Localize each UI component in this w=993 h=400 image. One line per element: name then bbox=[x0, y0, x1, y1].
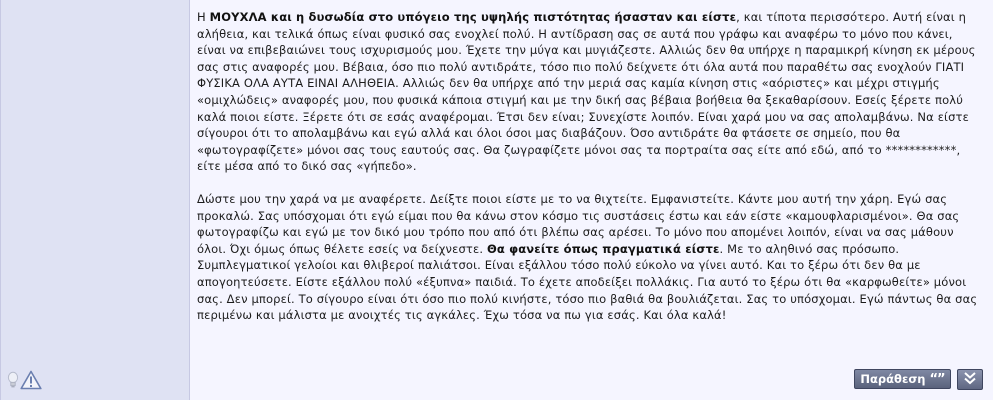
post-icons bbox=[7, 369, 42, 391]
scroll-down-button[interactable] bbox=[957, 369, 983, 390]
post-paragraph bbox=[197, 191, 985, 324]
quote-icon: “” bbox=[929, 371, 945, 387]
double-chevron-down-icon bbox=[963, 370, 977, 389]
post-body bbox=[197, 9, 985, 340]
bold-text: ΜΟΥΧΛΑ και η δυσωδία στο υπόγειο της υψηλής πιστότητας ήσασταν και είστε bbox=[209, 10, 737, 24]
bold-text: Θα φανείτε όπως πραγματικά είστε bbox=[486, 241, 720, 256]
lightbulb-icon[interactable] bbox=[7, 371, 19, 389]
warning-icon[interactable] bbox=[20, 370, 42, 390]
text-run: Η bbox=[197, 10, 210, 24]
post-content bbox=[191, 0, 993, 400]
text-run: , και τίποτα περισσότερο. Αυτή είναι η αλήθεια, και τελικά όπως είναι φυσικό σας ενοχλεί πολύ. Η αντίδραση σας σε αυτά που γράφω και αναφέρω το μόνο που κάνει, είναι να επιβεβαιώνει τους ισχυρισμούς μου. Έχετε την μύγα και μυγιάζεστε. Αλλιώς δεν θα υπήρχε η παραμικρή κίνηση εκ μέρους σας στις αναφορές μου. Βέβαια, όσο πιο πολύ αντιδράτε, τόσο πιο πολύ δείχνετε ότι όλα αυτά που παραθέτω σας ενοχλούν ΓΙΑΤΙ ΦΥΣΙΚΑ ΟΛΑ ΑΥΤΑ ΕΙΝΑΙ ΑΛΗΘΕΙΑ. Αλλιώς δεν θα υπήρχε από την μεριά σας καμία κίνηση στις «αόριστες» και μέχρι στιγμής «ομιχλώδεις» αναφορές μου, που φυσικά κάποια στιγμή και με την δική σας βέβαια βοήθεια θα ξεκαθαρίσουν. Εσείς ξέρετε πολύ καλά ποιοι είστε. Ξέρετε ότι σε εσάς αναφέρομαι. Έτσι δεν είναι; Συνεχίστε λοιπόν. Είναι χαρά μου να σας απολαμβάνω. Να είστε σίγουροι ότι το απολαμβάνω και εγώ αλλά και όλοι όσοι μας διαβάζουν. Όσο αντιδράτε θα φτάσετε σε σημείο, που θα «φωτογραφίζετε» μόνοι σας τους εαυτούς σας. Θα ζωγραφίζετε μόνοι σας τα πορτραίτα σας είτε από εδώ, από το ************, είτε μέσα από το δικό σας «γήπεδο». bbox=[197, 10, 976, 174]
text-run: Δώστε μου την χαρά να με αναφέρετε. Δείξτε ποιοι είστε με το να θιχτείτε. Εμφανιστείτε. Κάντε μου αυτή την χάρη. Εγώ σας προκαλώ. Σας υπόσχομαι ότι εγώ είμαι που θα κάνω στον κόσμο τις συστάσεις έστω και εάν είστε «καμουφλαρισμένοι». Θα σας φωτογραφίζω και εγώ με τον δικό μου τρόπο που από ότι βλέπω σας αρέσει. Το μόνο που απομένει λοιπόν, είναι να σας μάθουν όλοι. Όχι όμως όπως θέλετε εσείς να δείχνεστε. bbox=[197, 191, 960, 256]
quote-button[interactable] bbox=[854, 369, 951, 389]
text-run: . Με το αληθινό σας πρόσωπο. Συμπλεγματικοί γελοίοι και θλιβεροί παλιάτσοι. Είναι εξάλλου τόσο πολύ εύκολο να γίνει αυτό. Και το ξέρω ότι δεν θα με απογοητεύσετε. Είστε εξάλλου πολύ «έξυπνα» παιδιά. Το έχετε αποδείξει πολλάκις. Για αυτό το ξέρω ότι θα «καρφωθείτε» μόνοι σας. Δεν μπορεί. Το σίγουρο είναι ότι όσο πιο πολύ κινήστε, τόσο πιο βαθιά θα βουλιάζεται. Σας το υπόσχομαι. Εγώ πάντως θα σας περιμένω και μάλιστα με ανοιχτές τις αγκάλες. Έχω τόσα να πω για εσάς. Και όλα καλά! bbox=[197, 241, 978, 323]
post-author-sidebar bbox=[1, 0, 190, 400]
post-paragraph bbox=[197, 9, 985, 175]
quote-button-label: Παράθεση bbox=[860, 372, 926, 386]
